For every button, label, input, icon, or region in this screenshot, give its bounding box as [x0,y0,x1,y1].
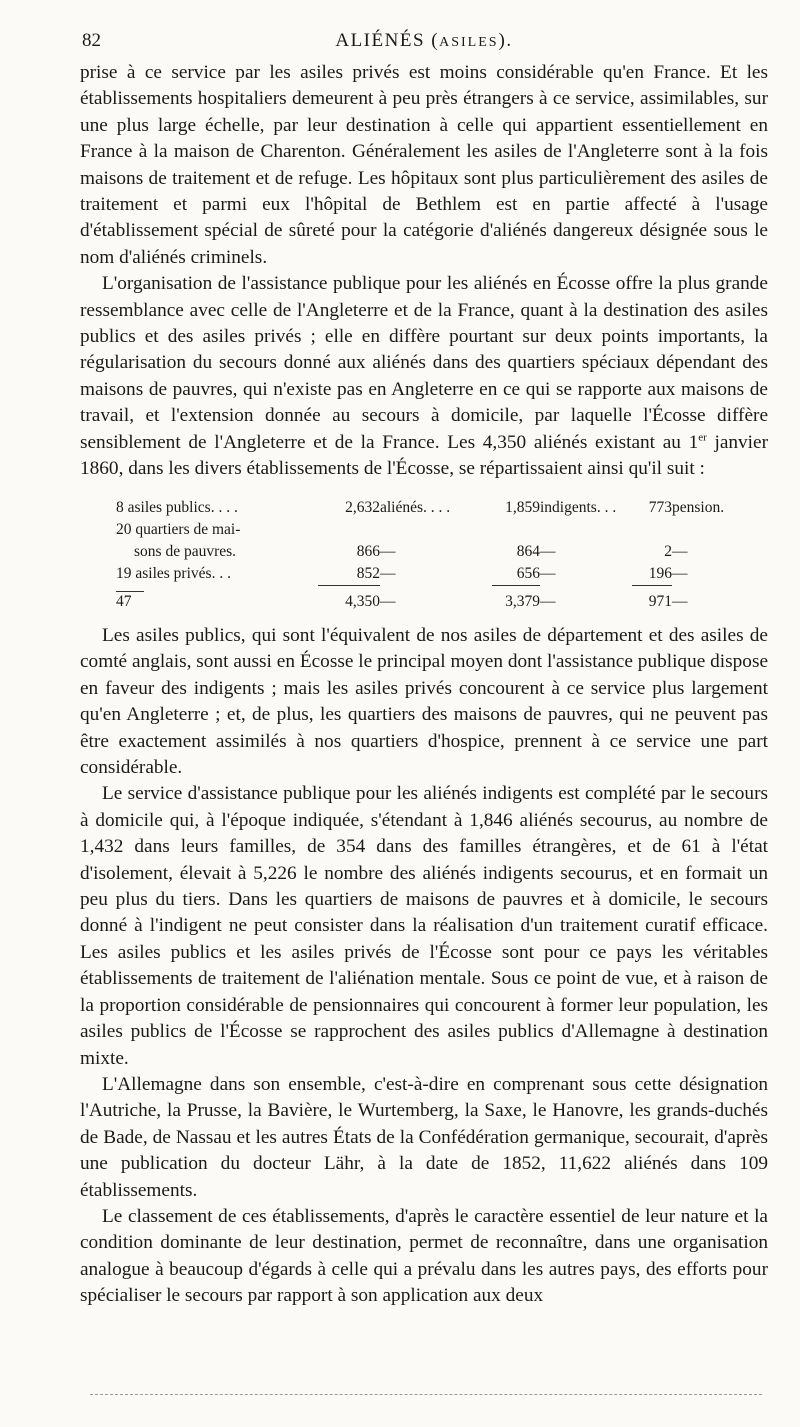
cell-alienes: 852 [356,564,380,582]
cell-unit: — [540,593,556,610]
cell-unit: — [380,593,396,610]
cell-unit [540,519,632,541]
cell-unit: — [540,542,556,560]
paragraph: Le service d'assistance publique pour les aliénés indigents est complété par le secours à domicile qui, à l'époque indiquée, s'étendant à 1,846 aliénés secourus, au nombre de 1,432 dans leurs familles, de 354 dans des familles étrangères, et de 61 à l'état d'isolement, élevait à 5,226 le nombre des aliénés indigents secourus, et en formait un peu plus du tiers. Dans les quartiers de maisons de pauvres et à domicile, le secours donné à l'indigent ne peut consister dans la réalisation d'un traitement curatif efficace. Les asiles publics et les asiles privés de l'Écosse sont pour ce pays les véritables établissements de traitement de l'aliénation mentale. Sous ce point de vue, et à raison de la proportion considérable de pensionnaires qui concourent à former leur population, les asiles publics de l'Écosse se rapprochent des asiles publics d'Allemagne à destination mixte. [80,783,768,1069]
row-label: sons de pauvres. [134,542,237,560]
running-title-main: ALIÉNÉS ( [335,30,440,51]
page-number: 82 [82,30,101,51]
table-total-row [116,585,734,613]
row-label: 20 quartiers de mai- [116,520,241,538]
cell-alienes: 2,632 [345,498,380,516]
running-title [80,30,768,52]
total-label [116,585,318,613]
paragraph [80,271,768,482]
paragraph: Les asiles publics, qui sont l'équivalent de nos asiles de département et des asiles de comté anglais, sont aussi en Écosse le principal moyen dont l'assistance publique dispose en faveur des indigents ; mais les asiles privés concourent à ce service plus largement qu'en Angleterre ; et, de plus, les quartiers des maisons de pauvres, qui ne peuvent pas être exactement assimilés à nos quartiers d'hospice, prennent à ce service une part considérable. [80,625,768,779]
cell-unit: — [672,593,688,610]
cell-unit: — [540,565,556,582]
table-row [116,541,734,563]
running-title-small: ASILES [439,35,499,50]
paragraph: L'Allemagne dans son ensemble, c'est-à-dire en comprenant sous cette désignation l'Autriche, la Prusse, la Bavière, le Wurtemberg, la Saxe, le Hanovre, les grands-duchés de Bade, de Nassau et les autres États de la Confédération germanique, secourait, d'après une publication du docteur Lähr, à la date de 1852, 11,622 aliénés dans 109 établissements. [80,1073,768,1201]
cell-pension: 2 [664,542,672,560]
running-title-end: ). [498,30,513,51]
cell-unit: aliénés. . . . [380,498,451,516]
total-alienes: 4,350 [318,585,380,613]
cell-indigents: 1,859 [505,498,540,516]
cell-indigents [492,519,540,541]
footer-rule [90,1394,762,1395]
paragraph: prise à ce service par les asiles privés est moins considérable qu'en France. Et les établissements hospitaliers demeurent à peu près étrangers à ce service, assimilables, sur une plus large échelle, par leur destination à celle qui appartient essentiellement en France à la maison de Charenton. Généralement les asiles de l'Angleterre sont à la fois maisons de traitement et de refuge. Les hôpitaux sont plus particulièrement des asiles de traitement et parmi eux l'hôpital de Bethlem est en partie affecté à l'usage d'établissement spécial de sûreté pour la catégorie d'aliénés dangereux désignée sous le nom d'aliénés criminels. [80,62,768,268]
cell-alienes [318,519,380,541]
cell-indigents: 864 [516,542,540,560]
paragraph-text: janvier 1860, dans les divers établissements de l'Écosse, se répartissaient ainsi qu'il suit : [80,431,768,480]
row-label: 8 asiles publics. . . . [116,498,238,516]
cell-unit [672,519,734,541]
page-header [80,30,768,60]
paragraph-text: L'organisation de l'assistance publique pour les aliénés en Écosse offre la plus grande ressemblance avec celle de l'Angleterre et de la France, quant à la destination des asiles publics et des asiles privés ; elle en diffère pourtant sur deux points importants, la régularisation du secours donné aux aliénés dans des quartiers spéciaux dépendant des maisons de pauvres, qui n'existe pas en Angleterre en ce qui se rapporte aux maisons de travail, et l'extension donnée au secours à domicile, par laquelle l'Écosse diffère sensiblement de l'Angleterre et de la France. Les 4,350 aliénés existant au 1 [80,273,768,453]
cell-pension [632,519,672,541]
total-indigents: 3,379 [492,585,540,613]
cell-unit: indigents. . . [540,498,617,516]
cell-unit: — [380,565,396,582]
book-page [80,30,768,1310]
total-count: 47 [116,591,144,612]
cell-indigents: 656 [516,564,540,582]
table-row [116,519,734,541]
cell-pension: 773 [648,498,672,516]
row-label: 19 asiles privés. . . [116,565,231,582]
cell-alienes: 866 [356,542,380,560]
page-body [80,60,768,1310]
cell-unit: — [380,542,396,560]
table-row [116,563,734,586]
cell-unit: pension. [672,498,725,516]
total-pension: 971 [632,585,672,613]
table-row [116,497,734,519]
superscript: er [698,431,707,444]
cell-unit: — [672,565,688,582]
cell-unit: — [672,542,688,560]
cell-unit [380,519,492,541]
cell-pension: 196 [648,564,672,582]
paragraph: Le classement de ces établissements, d'après le caractère essentiel de leur nature et la condition dominante de leur destination, permet de reconnaître, dans une organisation analogue à beaucoup d'égards à celle qui a prévalu dans les autres pays, des efforts pour spécialiser le secours par rapport à son application aux deux [80,1205,768,1307]
statistics-table [116,497,734,614]
